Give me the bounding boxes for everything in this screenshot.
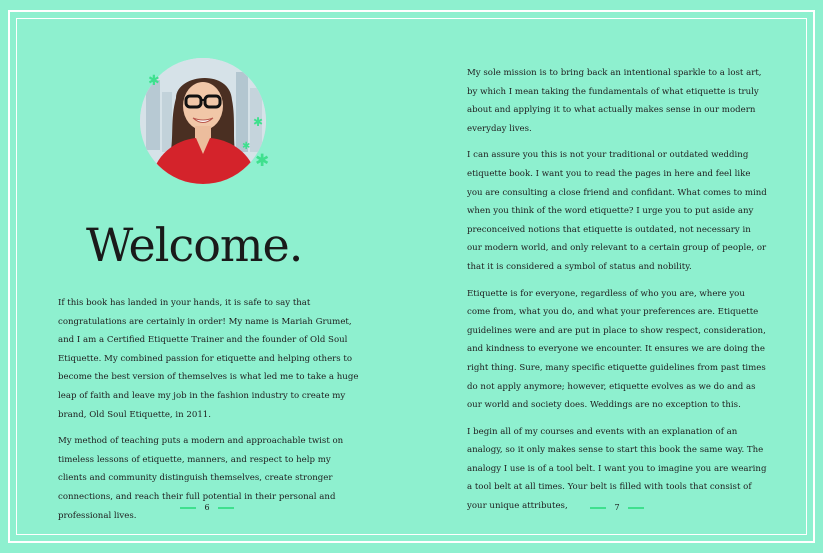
paragraph: I begin all of my courses and events with an explanation of an analogy, so it only makes sense to start this book the same way. The analogy I use is of a tool belt. I want you to imagine you are wearing a tool belt at all times. Your belt is filled with tools that consist of your unique attributes, — [467, 426, 767, 512]
paragraph: If this book has landed in your hands, it is safe to say that congratulations are certainly in order! My name is Mariah Grumet, and I am a Certified Etiquette Trainer and the founder of Old Soul Etiquette. My combined passion for etiquette and helping others to become the best version of themselves is what led me to take a huge leap of faith and leave my job in the fashion industry to create my brand, Old Soul Etiquette, in 2011. — [58, 298, 359, 420]
right-page-body — [467, 64, 767, 524]
page-heading: Welcome. — [86, 218, 303, 272]
page-ornament-icon — [628, 507, 644, 509]
paragraph: My method of teaching puts a modern and approachable twist on timeless lessons of etiquette, manners, and respect to help my clients and community distinguish themselves, create stronger connections, and reach their full potential in their personal and professional lives. — [58, 436, 344, 521]
page-ornament-icon — [218, 507, 234, 509]
page-number-left — [182, 503, 232, 512]
sparkle-icon: ✱ — [253, 115, 264, 129]
page-number-label: 6 — [204, 503, 210, 512]
paragraph: Etiquette is for everyone, regardless of who you are, where you come from, what you do, and what your preferences are. Etiquette guidelines were and are put in place to show respect, consideration, and kindness to everyone we encounter. It ensures we are doing the right thing. Sure, many specific etiquette guidelines from past times do not apply anymore; however, etiquette evolves as we do and as our world and society does. Weddings are no exception to this. — [467, 288, 766, 411]
page-ornament-icon — [590, 507, 606, 509]
paragraph: I can assure you this is not your traditional or outdated wedding etiquette book. I want you to read the pages in here and feel like you are consulting a close friend and confidant. What comes to mind when you think of the word etiquette? I urge you to put aside any preconceived notions that etiquette is outdated, not necessary in our modern world, and only relevant to a certain group of people, or that it is considered a symbol of status and nobility. — [467, 150, 767, 272]
page-ornament-icon — [180, 507, 196, 509]
sparkle-icon: ✱ — [242, 141, 251, 152]
left-page-body — [58, 294, 360, 533]
sparkle-icon: ✱ — [255, 151, 270, 171]
paragraph: My sole mission is to bring back an intentional sparkle to a lost art, by which I mean taking the fundamentals of what etiquette is truly about and applying it to what actually makes sense in our modern everyday lives. — [467, 68, 762, 134]
page-number-right — [592, 503, 642, 512]
page-number-label: 7 — [614, 503, 620, 512]
sparkle-icon: ✱ — [148, 73, 160, 89]
